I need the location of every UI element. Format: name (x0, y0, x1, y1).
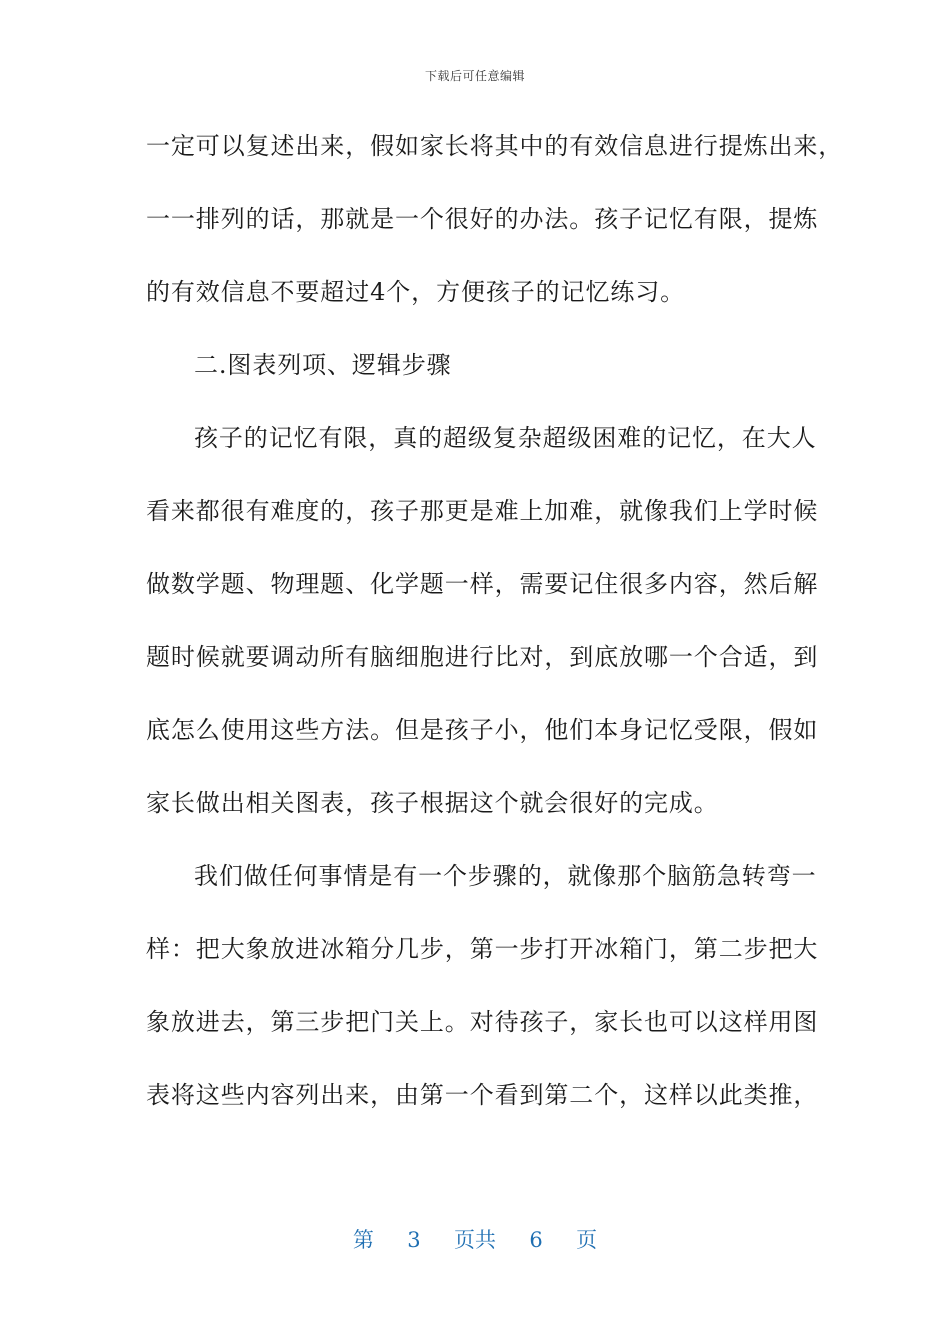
section-heading: 二.图表列项、逻辑步骤 (194, 351, 452, 379)
page-label-post: 页 (576, 1228, 598, 1252)
paragraph-line: 家长做出相关图表，孩子根据这个就会很好的完成。 (146, 789, 719, 817)
page-number-footer (0, 1224, 950, 1254)
document-body (146, 120, 844, 1142)
paragraph-line: 一一排列的话，那就是一个很好的办法。孩子记忆有限，提炼 (146, 205, 819, 233)
paragraph-line: 象放进去，第三步把门关上。对待孩子，家长也可以这样用图 (146, 1008, 819, 1036)
paragraph-line: 做数学题、物理题、化学题一样，需要记住很多内容，然后解 (146, 570, 819, 598)
paragraph-line: 底怎么使用这些方法。但是孩子小，他们本身记忆受限，假如 (146, 716, 819, 744)
paragraph-line: 我们做任何事情是有一个步骤的，就像那个脑筋急转弯一 (194, 862, 817, 890)
current-page-number: 3 (407, 1228, 421, 1252)
paragraph-line: 的有效信息不要超过4个，方便孩子的记忆练习。 (146, 278, 686, 306)
paragraph-line: 题时候就要调动所有脑细胞进行比对，到底放哪一个合适，到 (146, 643, 819, 671)
header-note: 下载后可任意编辑 (424, 69, 525, 83)
total-page-number: 6 (529, 1228, 543, 1252)
paragraph-line: 看来都很有难度的，孩子那更是难上加难，就像我们上学时候 (146, 497, 819, 525)
paragraph-line: 表将这些内容列出来，由第一个看到第二个，这样以此类推， (146, 1081, 819, 1109)
page-label-pre: 第 (352, 1228, 374, 1252)
paragraph-line: 孩子的记忆有限，真的超级复杂超级困难的记忆，在大人 (194, 424, 817, 452)
paragraph-line: 样：把大象放进冰箱分几步，第一步打开冰箱门，第二步把大 (146, 935, 819, 963)
paragraph-line: 一定可以复述出来，假如家长将其中的有效信息进行提炼出来， (146, 132, 844, 160)
page-label-mid: 页共 (454, 1228, 496, 1252)
